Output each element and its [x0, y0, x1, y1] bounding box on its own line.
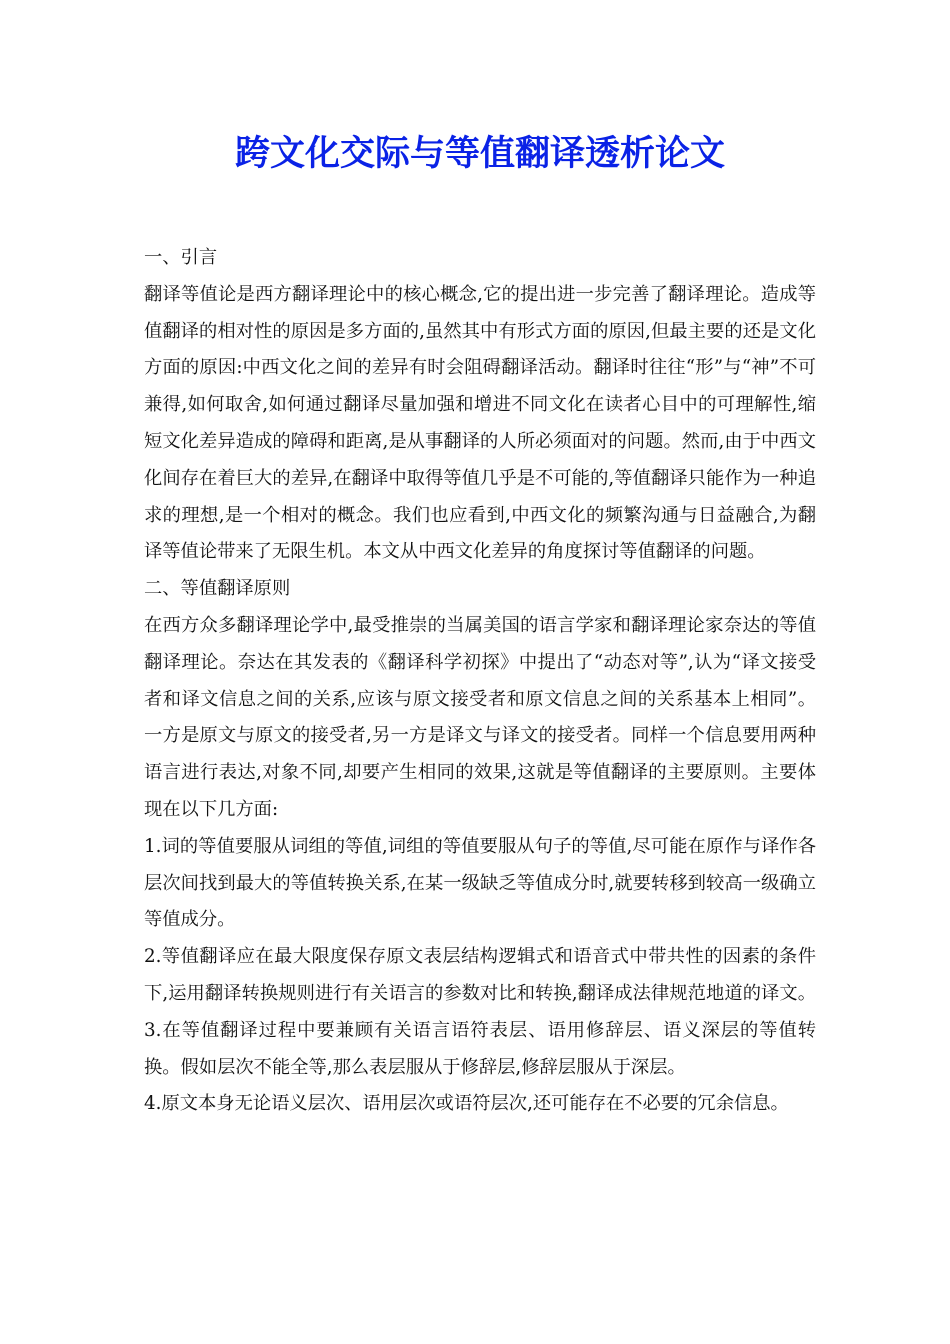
section-heading-principles: 二、等值翻译原则	[144, 578, 291, 600]
section-heading-introduction: 一、引言	[144, 247, 218, 268]
paragraph-introduction: 翻译等值论是西方翻译理论中的核心概念,它的提出进一步完善了翻译理论。造成等值翻译的相对性的原因是多方面的,虽然其中有形式方面的原因,但最主要的还是文化方面的原因:中西文化之间的差异有时会阻碍翻译活动。翻译时往往“形”与“神”不可兼得,如何取舍,如何通过翻译尽量加强和增进不同文化在读者心目中的可理解性,缩短文化差异造成的障碍和距离,是从事翻译的人所必须面对的问题。然而,由于中西文化间存在着巨大的差异,在翻译中取得等值几乎是不可能的,等值翻译只能作为一种追求的理想,是一个相对的概念。我们也应看到,中西文化的频繁沟通与日益融合,为翻译等值论带来了无限生机。本文从中西文化差异的角度探讨等值翻译的问题。	[144, 283, 816, 563]
paragraph-point-1: 1.词的等值要服从词组的等值,词组的等值要服从句子的等值,尽可能在原作与译作各层次间找到最大的等值转换关系,在某一级缺乏等值成分时,就要转移到较高一级确立等值成分。	[144, 835, 816, 931]
paragraph-principles: 在西方众多翻译理论学中,最受推崇的当属美国的语言学家和翻译理论家奈达的等值翻译理论。奈达在其发表的《翻译科学初探》中提出了“动态对等”,认为“译文接受者和译文信息之间的关系,应该与原文接受者和原文信息之间的关系基本上相同”。一方是原文与原文的接受者,另一方是译文与译文的接受者。同样一个信息要用两种语言进行表达,对象不同,却要产生相同的效果,这就是等值翻译的主要原则。主要体现在以下几方面:	[144, 614, 816, 820]
document-body	[144, 240, 816, 1123]
paragraph-point-2-3: 2.等值翻译应在最大限度保存原文表层结构逻辑式和语音式中带共性的因素的条件下,运用翻译转换规则进行有关语言的参数对比和转换,翻译成法律规范地道的译文。3.在等值翻译过程中要兼顾有关语言语符表层、语用修辞层、语义深层的等值转换。假如层次不能全等,那么表层服从于修辞层,修辞层服从于深层。	[144, 946, 816, 1078]
document-title: 跨文化交际与等值翻译透析论文	[234, 134, 725, 174]
paragraph-point-4: 4.原文本身无论语义层次、语用层次或语符层次,还可能存在不必要的冗余信息。	[144, 1093, 789, 1115]
